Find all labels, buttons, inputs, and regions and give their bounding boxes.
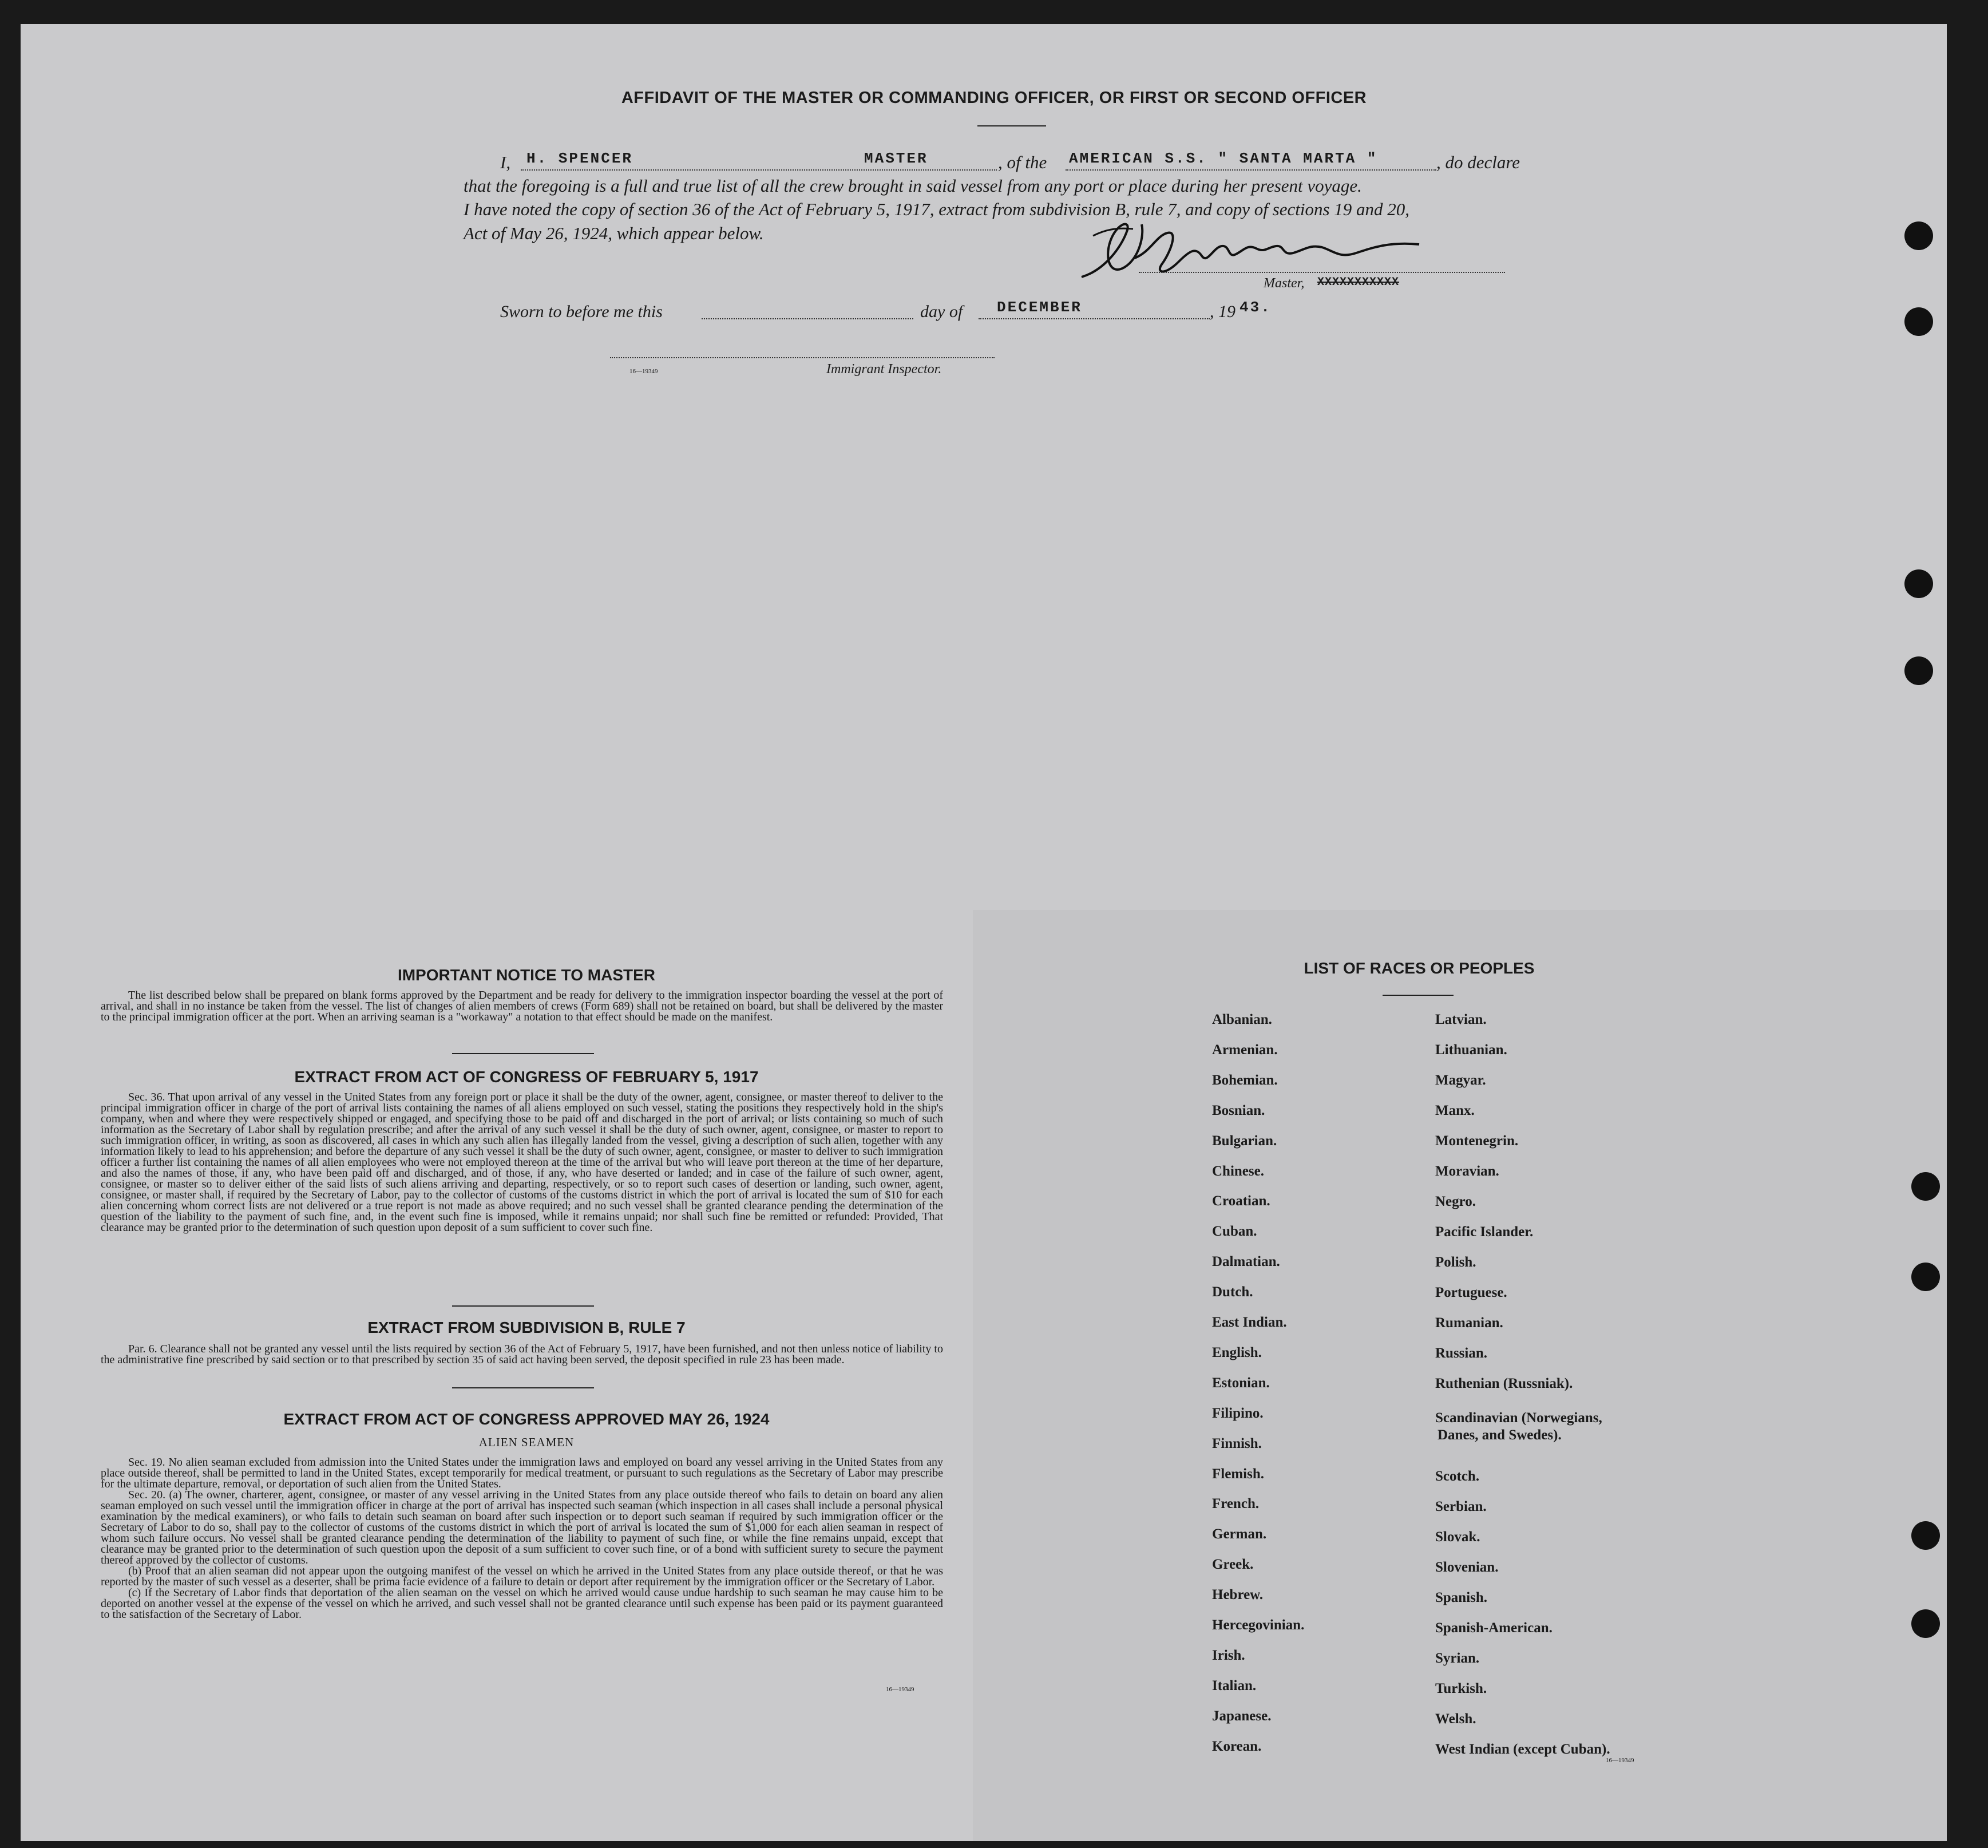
affidavit-line-4: Act of May 26, 1924, which appear below.	[464, 223, 764, 243]
affidavit-line-2: that the foregoing is a full and true list of all the crew brought in said vessel from any port or place during her present voyage.	[464, 176, 1362, 196]
extract-rule7-text	[101, 1344, 943, 1366]
race-item: Armenian.	[1212, 1042, 1278, 1058]
master-label: Master,	[1264, 276, 1305, 291]
race-item: Syrian.	[1435, 1651, 1480, 1666]
race-item: German.	[1212, 1526, 1267, 1542]
race-item: Chinese.	[1212, 1163, 1264, 1179]
race-item: Manx.	[1435, 1103, 1475, 1118]
sec-20a-paragraph: Sec. 20. (a) The owner, charterer, agent, consignee, or master of any vessel arriving in the United States from any place outside thereof who fails to detain on board any alien seaman employed on such vessel until the immigration officer in charge at the port of arrival has inspected such seaman (which inspection in all cases shall include a personal physical examination by the medical examiners), or who fails to detain such seaman on board after such inspection or to deport such seaman if required by such immigration officer or the Secretary of Labor to do so, shall pay to the collector of customs of the customs district in which the port of arrival is located the sum of $1,000 for each alien seaman in respect of whom such failure occurs. No vessel shall be granted clearance pending the determination of the liability to payment of such fine, or while the fine remains unpaid, except that clearance may be granted prior to the determination of such question upon the deposit of a sum sufficient to cover such fine, or of a bond with sufficient surety to secure the payment thereof approved by the collector of customs.	[101, 1489, 943, 1566]
sec-20b-paragraph: (b) Proof that an alien seaman did not appear upon the outgoing manifest of the vessel on which he arrived in the United States from any place outside thereof, or that he was reported by the master of such vessel as a deserter, shall be prima facie evidence of a failure to detain or deport after requirement by the immigration officer or the Secretary of Labor.	[101, 1565, 943, 1588]
extract-rule7-title: EXTRACT FROM SUBDIVISION B, RULE 7	[367, 1319, 686, 1336]
race-item: Latvian.	[1435, 1012, 1487, 1027]
sec-20c-paragraph: (c) If the Secretary of Labor finds that deportation of the alien seaman on the vessel on which he arrived would cause undue hardship to such seaman he may cause him to be deported on another vessel at the expense of the vessel on which he arrived, and such vessel shall not be granted clearance until such expense has been paid or its payment guaranteed to the satisfaction of the Secretary of Labor.	[101, 1586, 943, 1621]
race-item: Greek.	[1212, 1557, 1254, 1573]
race-item: Pacific Islander.	[1435, 1224, 1534, 1240]
races-title-underline	[1383, 995, 1454, 996]
year-field[interactable]: 43.	[1239, 299, 1272, 316]
extract-1924-text	[101, 1457, 943, 1620]
race-item: Polish.	[1435, 1255, 1476, 1270]
inspector-signature-line	[610, 357, 995, 358]
race-item: Rumanian.	[1435, 1315, 1503, 1331]
race-item: Bulgarian.	[1212, 1133, 1277, 1149]
par-6-paragraph: Par. 6. Clearance shall not be granted any vessel until the lists required by section 36 of the Act of February 5, 1917, have been furnished, and not then unless notice of liability to the administrative fine prescribed by said section or to that prescribed by section 35 of said act having been served, the deposit specified in rule 23 has been made.	[101, 1343, 943, 1366]
race-item: French.	[1212, 1496, 1260, 1512]
race-item: Japanese.	[1212, 1708, 1272, 1724]
races-title: LIST OF RACES OR PEOPLES	[1304, 959, 1535, 977]
master-name-field[interactable]: H. SPENCER	[526, 150, 633, 167]
race-item: Scotch.	[1435, 1469, 1480, 1484]
race-item: Filipino.	[1212, 1405, 1264, 1421]
notice-form-code: 16—19349	[886, 1686, 914, 1693]
races-form-code: 16—19349	[1606, 1757, 1634, 1764]
notice-title: IMPORTANT NOTICE TO MASTER	[397, 966, 656, 984]
name-field-line	[521, 169, 997, 171]
race-item: English.	[1212, 1344, 1262, 1360]
race-item: Turkish.	[1435, 1681, 1487, 1696]
race-item: Dutch.	[1212, 1284, 1253, 1300]
race-item: Magyar.	[1435, 1073, 1486, 1088]
extract-1917-title: EXTRACT FROM ACT OF CONGRESS OF FEBRUARY 5, 1917	[294, 1068, 759, 1086]
race-item: Spanish.	[1435, 1590, 1488, 1605]
month-field[interactable]: DECEMBER	[997, 299, 1082, 316]
of-the-label: , of the	[998, 152, 1047, 172]
race-item: Cuban.	[1212, 1224, 1257, 1240]
race-item: Lithuanian.	[1435, 1042, 1507, 1058]
inspector-label: Immigrant Inspector.	[826, 362, 942, 377]
extract-1924-title: EXTRACT FROM ACT OF CONGRESS APPROVED MAY 26, 1924	[283, 1410, 770, 1428]
race-item: Serbian.	[1435, 1499, 1487, 1514]
sec-19-paragraph: Sec. 19. No alien seaman excluded from admission into the United States under the immigration laws and employed on board any vessel arriving in the United States from any place outside thereof, shall be permitted to land in the United States, except temporarily for medical treatment, or pursuant to such regulations as the Secretary of Labor may prescribe for the ultimate departure, removal, or deportation of such alien from the United States.	[101, 1456, 943, 1490]
affidavit-form-code: 16—19349	[629, 368, 658, 375]
signature-line	[1139, 272, 1505, 273]
race-item: Korean.	[1212, 1738, 1262, 1754]
race-item: Welsh.	[1435, 1711, 1476, 1727]
race-item: Negro.	[1435, 1194, 1476, 1209]
rank-field[interactable]: MASTER	[864, 150, 928, 167]
race-item: Bosnian.	[1212, 1102, 1265, 1118]
race-item: Montenegrin.	[1435, 1133, 1519, 1149]
year-prefix: , 19	[1210, 302, 1235, 321]
month-field-line	[979, 318, 1210, 319]
do-declare-label: , do declare	[1436, 152, 1520, 172]
race-item: Flemish.	[1212, 1466, 1264, 1482]
race-item: Portuguese.	[1435, 1285, 1507, 1300]
divider-3	[452, 1387, 594, 1388]
punch-hole-7	[1911, 1521, 1940, 1550]
vessel-name-field[interactable]: AMERICAN S.S. " SANTA MARTA "	[1069, 150, 1378, 167]
notice-text	[101, 990, 943, 1023]
punch-hole-5	[1911, 1172, 1940, 1201]
race-item: Irish.	[1212, 1647, 1245, 1663]
race-item: Danes, and Swedes).	[1437, 1427, 1562, 1443]
race-item: Scandinavian (Norwegians,	[1435, 1410, 1602, 1426]
extract-1917-text	[101, 1092, 943, 1233]
race-item: Hebrew.	[1212, 1587, 1264, 1603]
race-item: Bohemian.	[1212, 1072, 1278, 1088]
sworn-label: Sworn to before me this	[500, 302, 663, 321]
punch-hole-3	[1904, 569, 1933, 598]
race-item: Moravian.	[1435, 1164, 1499, 1179]
divider-1	[452, 1053, 594, 1054]
struck-out-text: XXXXXXXXXXX	[1317, 276, 1400, 289]
race-item: East Indian.	[1212, 1315, 1287, 1330]
race-item: West Indian (except Cuban).	[1435, 1742, 1610, 1757]
affidavit-title: AFFIDAVIT OF THE MASTER OR COMMANDING OFFICER, OR FIRST OR SECOND OFFICER	[621, 89, 1367, 107]
race-item: Russian.	[1435, 1346, 1488, 1361]
race-item: Italian.	[1212, 1677, 1257, 1693]
race-item: Finnish.	[1212, 1435, 1262, 1451]
affidavit-line-3: I have noted the copy of section 36 of the Act of February 5, 1917, extract from subdivision B, rule 7, and copy of sections 19 and 20,	[464, 199, 1410, 219]
day-of-label: day of	[920, 302, 963, 321]
race-item: Spanish-American.	[1435, 1620, 1553, 1636]
sworn-day-line	[702, 318, 913, 319]
punch-hole-6	[1911, 1263, 1940, 1291]
race-item: Estonian.	[1212, 1375, 1270, 1391]
race-item: Dalmatian.	[1212, 1254, 1280, 1270]
affidavit-i: I,	[500, 152, 511, 172]
punch-hole-8	[1911, 1609, 1940, 1638]
alien-seamen-subtitle: ALIEN SEAMEN	[478, 1435, 575, 1449]
notice-paragraph: The list described below shall be prepared on blank forms approved by the Department and be ready for delivery to the immigration inspector boarding the vessel at the port of arrival, and shall in no instance be taken from the vessel. The list of changes of alien members of crews (Form 689) shall not be retained on board, but shall be delivered by the master to the principal immigration officer at the port. When an arriving seaman is a "workaway" a notation to that effect should be made on the manifest.	[101, 989, 943, 1023]
sec-36-paragraph: Sec. 36. That upon arrival of any vessel in the United States from any foreign port or place it shall be the duty of the owner, agent, consignee, or master thereof to deliver to the principal immigration officer in charge of the port of arrival lists containing the names of all aliens employed on such vessel, stating the positions they respectively hold in the ship's company, when and where they were respectively shipped or engaged, and specifying those to be paid off and discharged in the port of arrival; or lists containing so much of such information as the Secretary of Labor shall by regulation prescribe; and after the arrival of any such vessel it shall be the duty of such owner, agent, consignee, or master to report to such immigration officer, in writing, as soon as discovered, all cases in which any such alien has illegally landed from the vessel, giving a description of such alien, together with any information likely to lead to his apprehension; and before the departure of any such vessel it shall be the duty of such owner, agent, consignee, or master to deliver to such immigration officer a further list containing the names of all alien employees who were not employed thereon at the time of the arrival but who will leave port thereon at the time of her departure, and also the names of those, if any, who have been paid off and discharged, and of those, if any, who have deserted or landed; and in case of the failure of such owner, agent, consignee, or master so to deliver either of the said lists of such aliens arriving and departing, respectively, or so to report such cases of desertion or landing, such owner, agent, consignee, or master shall, if required by the Secretary of Labor, pay to the collector of customs of the customs district in which the port of arrival is located the sum of $10 for each alien concerning whom correct lists are not delivered or a true report is not made as above required; and no such vessel shall be granted clearance pending the determination of the question of the liability to the payment of such fine, and, in the event such fine is imposed, while it remains unpaid; nor shall such fine be remitted or refunded: Provided, That clearance may be granted prior to the determination of such question upon deposit of a sum sufficient to cover such fine.	[101, 1091, 943, 1234]
punch-hole-2	[1904, 307, 1933, 336]
race-item: Croatian.	[1212, 1193, 1270, 1209]
punch-hole-1	[1904, 221, 1933, 250]
race-item: Slovenian.	[1435, 1560, 1499, 1575]
race-item: Slovak.	[1435, 1529, 1480, 1545]
title-underline	[977, 125, 1046, 126]
race-item: Hercegovinian.	[1212, 1617, 1305, 1633]
punch-hole-4	[1904, 656, 1933, 685]
divider-2	[452, 1305, 594, 1307]
vessel-field-line	[1066, 169, 1436, 171]
race-item: Albanian.	[1212, 1012, 1272, 1027]
race-item: Ruthenian (Russniak).	[1435, 1376, 1573, 1391]
